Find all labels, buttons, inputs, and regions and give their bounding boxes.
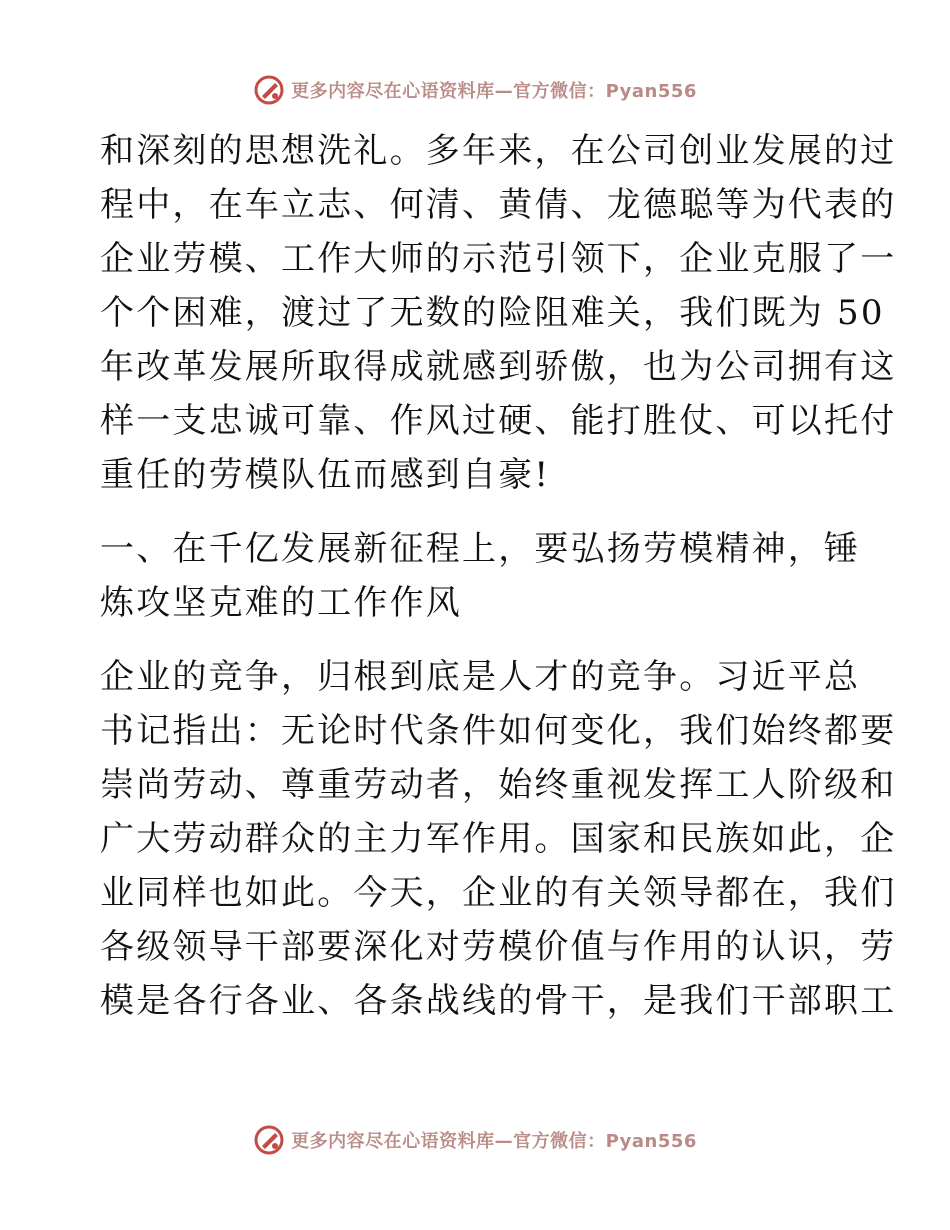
- header-brand-text: 更多内容尽在心语资料库—官方微信：Pyan556: [291, 81, 697, 102]
- text-line: 模是各行各业、各条战线的骨干，是我们干部职工: [100, 981, 897, 1021]
- text-line: 和深刻的思想洗礼。多年来，在公司创业发展的过: [100, 131, 897, 171]
- header-banner: [0, 70, 950, 110]
- document-body: [100, 124, 897, 1028]
- heading-line: 炼攻坚克难的工作作风: [100, 583, 462, 623]
- text-line: 重任的劳模队伍而感到自豪!: [100, 455, 551, 495]
- text-line: 书记指出：无论时代条件如何变化，我们始终都要: [100, 711, 897, 751]
- footer-brand-text: 更多内容尽在心语资料库—官方微信：Pyan556: [291, 1131, 697, 1152]
- text-line: 个个困难，渡过了无数的险阻难关，我们既为 50: [100, 293, 885, 333]
- text-line: 程中，在车立志、何清、黄倩、龙德聪等为代表的: [100, 185, 897, 225]
- brand-logo-icon: [253, 74, 285, 106]
- text-line: 业同样也如此。今天，企业的有关领导都在，我们: [100, 873, 897, 913]
- footer-banner: [0, 1120, 950, 1160]
- paragraph-2: [100, 650, 897, 1028]
- heading-line: 一、在千亿发展新征程上，要弘扬劳模精神，锤: [100, 529, 861, 569]
- text-line: 广大劳动群众的主力军作用。国家和民族如此，企: [100, 819, 897, 859]
- brand-logo-icon: [253, 1124, 285, 1156]
- paragraph-1: [100, 124, 897, 502]
- text-line: 企业劳模、工作大师的示范引领下，企业克服了一: [100, 239, 897, 279]
- text-line: 样一支忠诚可靠、作风过硬、能打胜仗、可以托付: [100, 401, 897, 441]
- text-line: 企业的竞争，归根到底是人才的竞争。习近平总: [100, 657, 861, 697]
- section-heading-1: [100, 522, 860, 630]
- text-line: 各级领导干部要深化对劳模价值与作用的认识，劳: [100, 927, 897, 967]
- text-line: 崇尚劳动、尊重劳动者，始终重视发挥工人阶级和: [100, 765, 897, 805]
- text-line: 年改革发展所取得成就感到骄傲，也为公司拥有这: [100, 347, 897, 387]
